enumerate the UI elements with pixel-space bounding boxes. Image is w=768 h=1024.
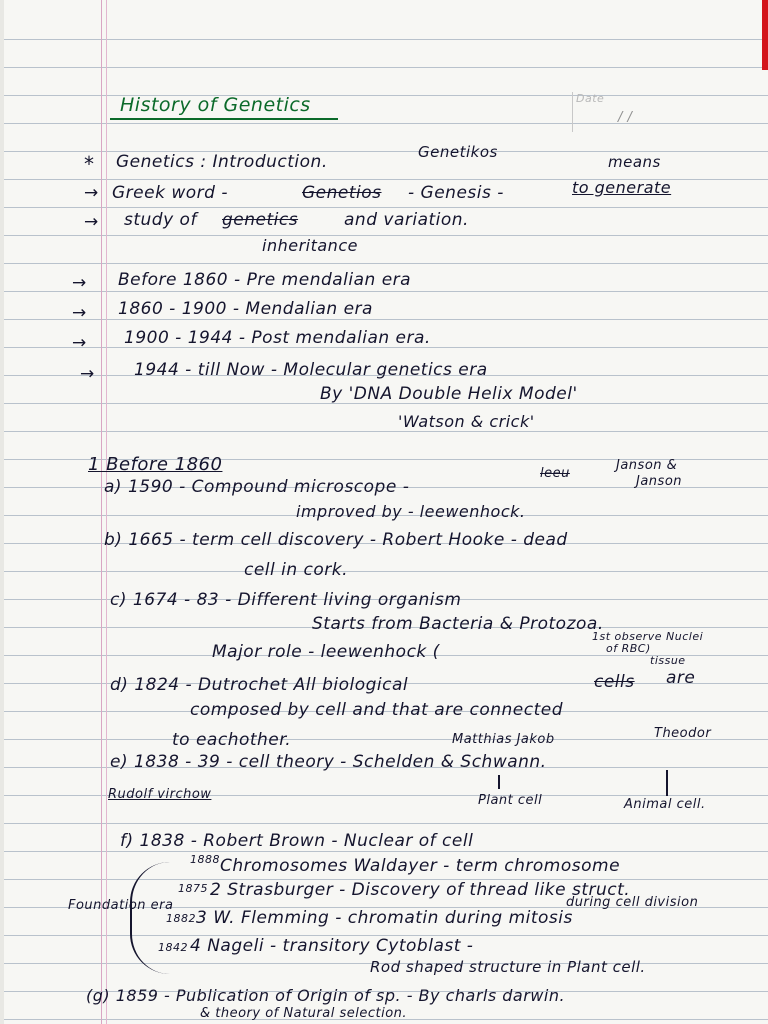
year-1882: 1882 xyxy=(166,912,196,925)
era-note-2: 'Watson & crick' xyxy=(398,412,535,431)
item-g-sub: & theory of Natural selection. xyxy=(200,1006,408,1021)
era-arrow-3: → xyxy=(72,333,87,353)
greek-line-arrow: → xyxy=(84,183,99,203)
item-d-struck: cells xyxy=(594,672,635,692)
item-a-janson-1: Janson & xyxy=(616,458,678,473)
era-line-2: 1860 - 1900 - Mendalian era xyxy=(118,299,373,319)
year-1888: 1888 xyxy=(190,853,220,866)
item-d-sub-2: to eachother. xyxy=(172,730,292,750)
item-b: b) 1665 - term cell discovery - Robert Hooke - dead xyxy=(104,530,568,550)
item-b-sub: cell in cork. xyxy=(244,560,349,580)
margin-line xyxy=(101,0,102,1024)
date-value: / / xyxy=(618,110,633,125)
means-note: means xyxy=(608,153,661,171)
animal-cell-arrow xyxy=(666,770,668,796)
greek-struck: Genetios xyxy=(302,183,382,203)
date-label: Date xyxy=(576,92,605,105)
section-heading: 1 Before 1860 xyxy=(88,454,223,475)
item-e: e) 1838 - 39 - cell theory - Schelden & Schwann. xyxy=(110,752,547,772)
margin-line-inner xyxy=(106,0,107,1024)
rudolf-virchow-note: Rudolf virchow xyxy=(108,787,212,802)
to-generate-note: to generate xyxy=(572,178,672,197)
study-rest: and variation. xyxy=(344,210,469,230)
item-c-note-2: of RBC) xyxy=(606,642,651,655)
item-f: f) 1838 - Robert Brown - Nuclear of cell xyxy=(120,831,474,851)
item-c-note-1: 1st observe Nuclei xyxy=(592,630,704,643)
animal-cell-note: Animal cell. xyxy=(624,797,706,812)
flemming-line: 3 W. Flemming - chromatin during mitosis xyxy=(196,908,573,928)
genetikos-note: Genetikos xyxy=(418,143,498,161)
red-binder-edge xyxy=(762,0,768,70)
item-d: d) 1824 - Dutrochet All biological xyxy=(110,675,409,695)
era-line-4: 1944 - till Now - Molecular genetics era xyxy=(134,360,488,380)
strasburger-note: during cell division xyxy=(566,895,699,910)
chromosome-line: Chromosomes Waldayer - term chromosome xyxy=(220,856,621,876)
strasburger-line: 2 Strasburger - Discovery of thread like struct. xyxy=(210,880,631,900)
intro-heading: Genetics : Introduction. xyxy=(116,152,328,172)
year-1875: 1875 xyxy=(178,882,208,895)
page-title: History of Genetics xyxy=(120,94,311,116)
plant-cell-arrow xyxy=(498,775,500,789)
star-bullet: * xyxy=(84,152,95,176)
item-d-sub-1: composed by cell and that are connected xyxy=(190,700,564,720)
greek-rest: - Genesis - xyxy=(408,183,504,203)
era-arrow-1: → xyxy=(72,273,87,293)
item-a: a) 1590 - Compound microscope - xyxy=(104,477,410,497)
item-c-sub-2: Major role - leewenhock ( xyxy=(212,642,440,662)
item-c: c) 1674 - 83 - Different living organism xyxy=(110,590,462,610)
era-arrow-4: → xyxy=(80,364,95,384)
item-d-theodor: Theodor xyxy=(654,726,712,741)
item-d-are: are xyxy=(666,668,696,688)
nageli-sub: Rod shaped structure in Plant cell. xyxy=(370,958,646,976)
item-c-sub-1: Starts from Bacteria & Protozoa. xyxy=(312,614,604,634)
era-arrow-2: → xyxy=(72,303,87,323)
item-c-tissue: tissue xyxy=(650,654,686,667)
era-line-1: Before 1860 - Pre mendalian era xyxy=(118,270,412,290)
item-a-struck: leeu xyxy=(540,466,570,481)
page-edge xyxy=(0,0,4,1024)
study-struck: genetics xyxy=(222,210,299,230)
greek-prefix: Greek word - xyxy=(112,183,228,203)
item-g: (g) 1859 - Publication of Origin of sp. - By charls darwin. xyxy=(86,986,566,1005)
study-line-arrow: → xyxy=(84,212,99,232)
foundation-era-note: Foundation era xyxy=(68,898,174,913)
item-a-janson-2: Janson xyxy=(636,474,683,489)
study-prefix: study of xyxy=(124,210,197,230)
item-a-sub: improved by - leewenhock. xyxy=(296,502,526,521)
era-line-3: 1900 - 1944 - Post mendalian era. xyxy=(124,328,431,348)
year-1842: 1842 xyxy=(158,941,188,954)
title-underline xyxy=(110,118,338,120)
inheritance-note: inheritance xyxy=(262,236,358,255)
era-note-1: By 'DNA Double Helix Model' xyxy=(320,384,578,404)
item-d-matthias: Matthias Jakob xyxy=(452,732,555,747)
nageli-line: 4 Nageli - transitory Cytoblast - xyxy=(190,936,474,956)
plant-cell-note: Plant cell xyxy=(478,793,543,808)
